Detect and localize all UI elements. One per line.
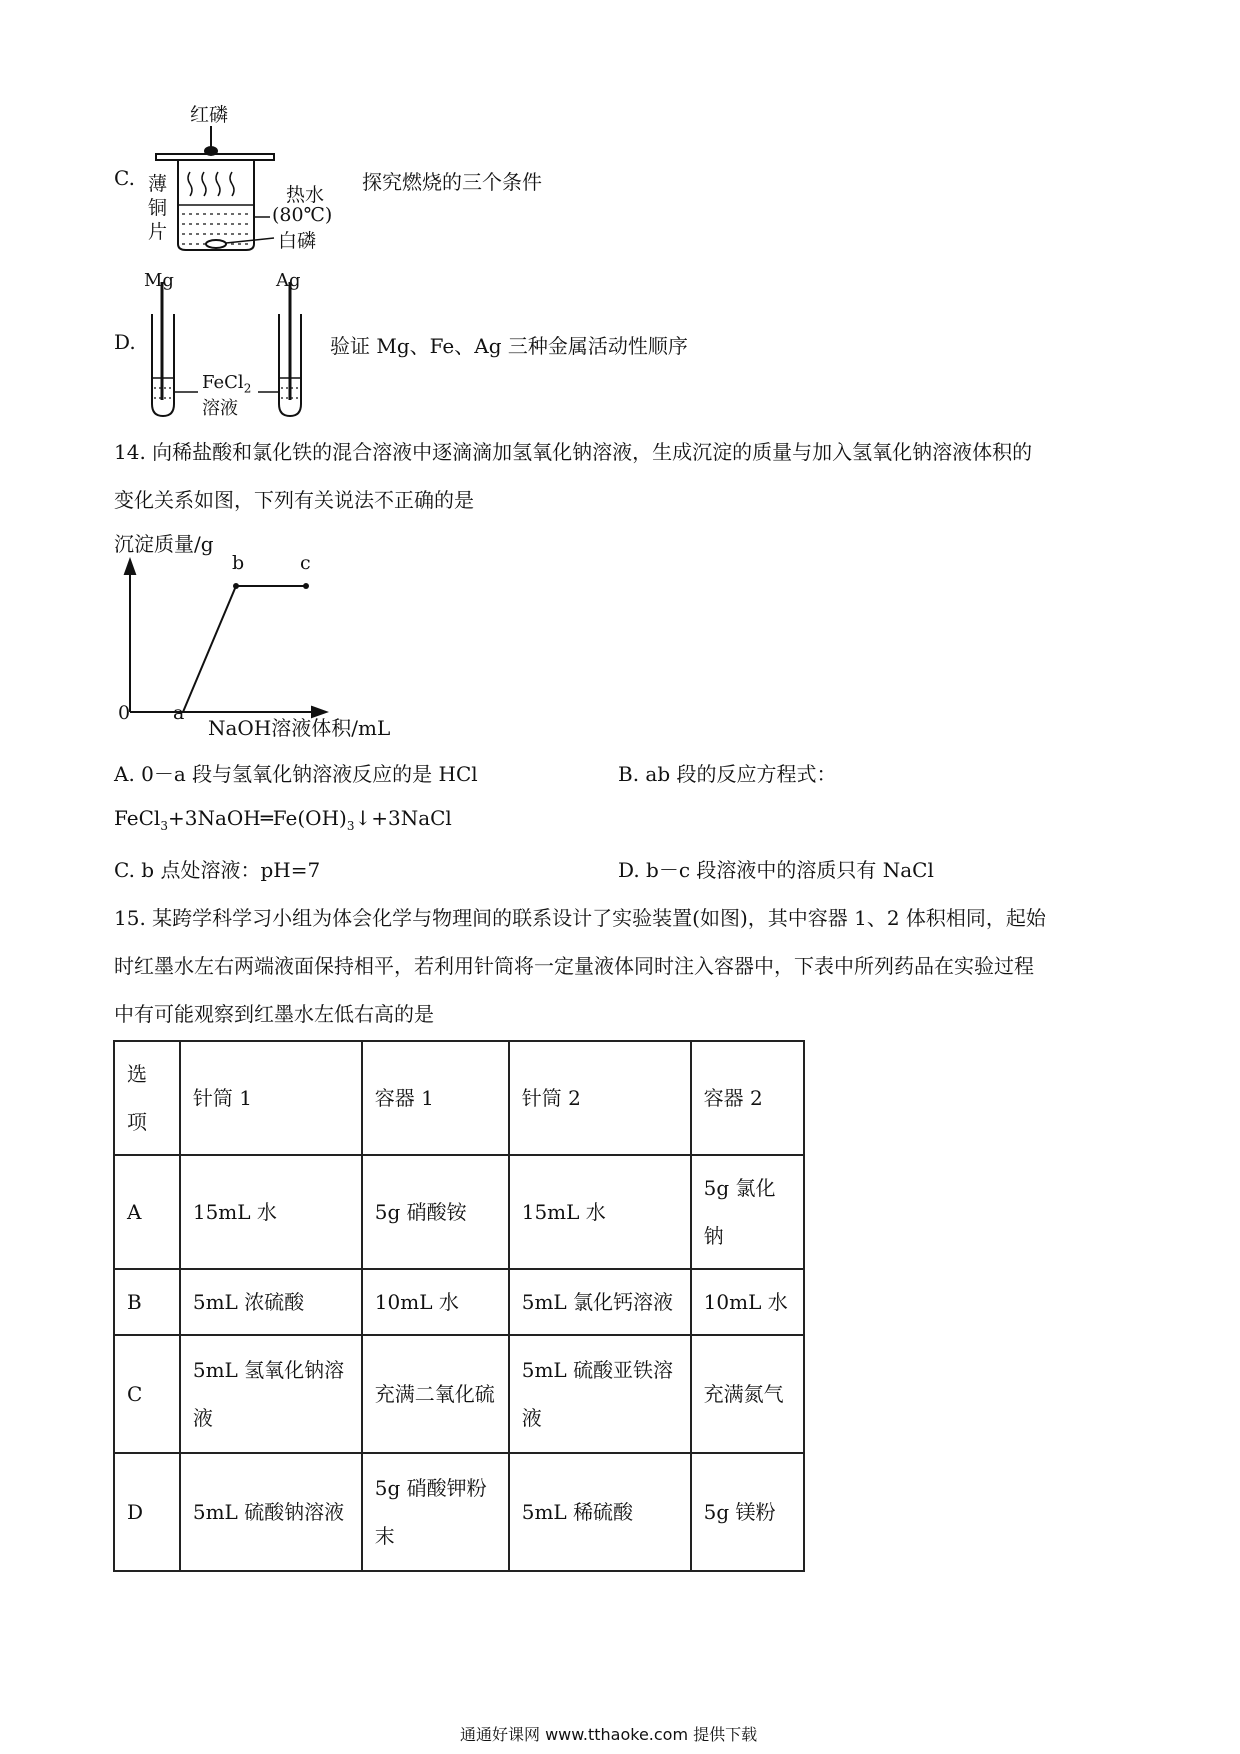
q15-stem-line3: 中有可能观察到红墨水左低右高的是 bbox=[114, 1002, 434, 1026]
table-cell: 5mL 硫酸亚铁溶液 bbox=[509, 1335, 691, 1453]
table-cell: 10mL 水 bbox=[691, 1269, 804, 1335]
table-cell: 5mL 硫酸钠溶液 bbox=[180, 1453, 362, 1571]
q15-stem-line1: 15. 某跨学科学习小组为体会化学与物理间的联系设计了实验装置(如图)，其中容器 1、2 体积相同，起始 bbox=[114, 906, 1046, 930]
table-header-row bbox=[114, 1041, 804, 1155]
q14-option-b-equation bbox=[114, 806, 452, 833]
eq-part: FeCl bbox=[114, 806, 161, 830]
option-c-caption: 探究燃烧的三个条件 bbox=[362, 170, 542, 194]
table-cell: 5mL 稀硫酸 bbox=[509, 1453, 691, 1571]
solution-formula-sub: 2 bbox=[243, 381, 252, 396]
precipitate-chart bbox=[125, 560, 326, 717]
q15-stem-line2: 时红墨水左右两端液面保持相平，若利用针筒将一定量液体同时注入容器中，下表中所列药品在实验过程 bbox=[114, 954, 1034, 978]
red-phosphorus-icon bbox=[205, 147, 217, 155]
point-label-c: c bbox=[300, 552, 311, 574]
point-label-b: b bbox=[232, 552, 245, 574]
table-cell: 15mL 水 bbox=[180, 1155, 362, 1269]
table-cell: 5mL 氯化钙溶液 bbox=[509, 1269, 691, 1335]
header-cell: 针筒 1 bbox=[180, 1041, 362, 1155]
header-cell: 针筒 2 bbox=[509, 1041, 691, 1155]
data-point-c bbox=[303, 583, 309, 589]
eq-sub: 3 bbox=[346, 819, 355, 833]
q14-stem-line2: 变化关系如图，下列有关说法不正确的是 bbox=[114, 488, 474, 512]
copper-sheet-char: 片 bbox=[148, 221, 168, 243]
series-line bbox=[183, 586, 306, 712]
reagent-table bbox=[113, 1040, 805, 1572]
eq-part: +3NaOH═Fe(OH) bbox=[167, 806, 347, 830]
table-cell: 5g 硝酸钾粉末 bbox=[362, 1453, 509, 1571]
table-cell: A bbox=[114, 1155, 180, 1269]
white-phosphorus-pointer bbox=[226, 238, 274, 243]
steam-icon bbox=[230, 172, 234, 196]
copper-sheet-char: 薄 bbox=[148, 173, 168, 195]
chart-xlabel: NaOH溶液体积/mL bbox=[208, 716, 391, 740]
data-point-b bbox=[233, 583, 239, 589]
ag-label: Ag bbox=[276, 270, 301, 291]
table-cell: C bbox=[114, 1335, 180, 1453]
solution-formula-main: FeCl bbox=[202, 372, 244, 393]
eq-sub: 3 bbox=[160, 819, 168, 833]
table-row bbox=[114, 1335, 804, 1453]
header-cell: 容器 2 bbox=[691, 1041, 804, 1155]
table-cell: 10mL 水 bbox=[362, 1269, 509, 1335]
eq-part: ↓+3NaCl bbox=[354, 806, 452, 830]
combustion-apparatus bbox=[156, 126, 274, 250]
chart-ylabel: 沉淀质量/g bbox=[114, 532, 214, 556]
solution-word: 溶液 bbox=[202, 398, 238, 419]
steam-icon bbox=[216, 172, 220, 196]
q14-stem-line1: 14. 向稀盐酸和氯化铁的混合溶液中逐滴滴加氢氧化钠溶液，生成沉淀的质量与加入氢氧化钠溶液体积的 bbox=[114, 440, 1033, 464]
steam-icon bbox=[202, 172, 206, 196]
table-cell: 5mL 浓硫酸 bbox=[180, 1269, 362, 1335]
steam-icon bbox=[188, 172, 192, 196]
table-row bbox=[114, 1453, 804, 1571]
copper-sheet-char: 铜 bbox=[148, 197, 168, 219]
table-cell: 5g 镁粉 bbox=[691, 1453, 804, 1571]
table-cell: 5g 氯化钠 bbox=[691, 1155, 804, 1269]
white-phosphorus-icon bbox=[206, 240, 226, 248]
hot-water-temp-label: (80℃) bbox=[272, 204, 333, 226]
table-cell: 充满氮气 bbox=[691, 1335, 804, 1453]
table-cell: B bbox=[114, 1269, 180, 1335]
table-cell: 充满二氧化硫 bbox=[362, 1335, 509, 1453]
header-cell: 容器 1 bbox=[362, 1041, 509, 1155]
q14-option-b: B. ab 段的反应方程式： bbox=[618, 762, 837, 786]
page-footer: 通通好课网 www.tthaoke.com 提供下载 bbox=[460, 1725, 758, 1744]
table-cell: D bbox=[114, 1453, 180, 1571]
q14-option-c: C. b 点处溶液：pH=7 bbox=[114, 858, 321, 882]
q14-option-a: A. 0－a 段与氢氧化钠溶液反应的是 HCl bbox=[114, 762, 478, 786]
table-row bbox=[114, 1269, 804, 1335]
table-cell: 5g 硝酸铵 bbox=[362, 1155, 509, 1269]
header-cell: 选项 bbox=[114, 1041, 180, 1155]
chart-origin-label: 0 bbox=[118, 702, 131, 724]
option-d-letter: D. bbox=[114, 330, 136, 354]
red-phosphorus-label: 红磷 bbox=[190, 104, 229, 126]
y-axis-arrow-icon bbox=[125, 560, 135, 574]
point-label-a: a bbox=[173, 702, 185, 724]
table-cell: 15mL 水 bbox=[509, 1155, 691, 1269]
hot-water-label: 热水 bbox=[286, 184, 325, 206]
option-c-letter: C. bbox=[114, 166, 135, 190]
white-phosphorus-label: 白磷 bbox=[278, 230, 317, 252]
q14-option-d: D. b－c 段溶液中的溶质只有 NaCl bbox=[618, 858, 934, 882]
table-cell: 5mL 氢氧化钠溶液 bbox=[180, 1335, 362, 1453]
solution-formula bbox=[202, 372, 251, 396]
table-row bbox=[114, 1155, 804, 1269]
mg-label: Mg bbox=[144, 270, 174, 291]
option-d-caption: 验证 Mg、Fe、Ag 三种金属活动性顺序 bbox=[330, 334, 688, 358]
